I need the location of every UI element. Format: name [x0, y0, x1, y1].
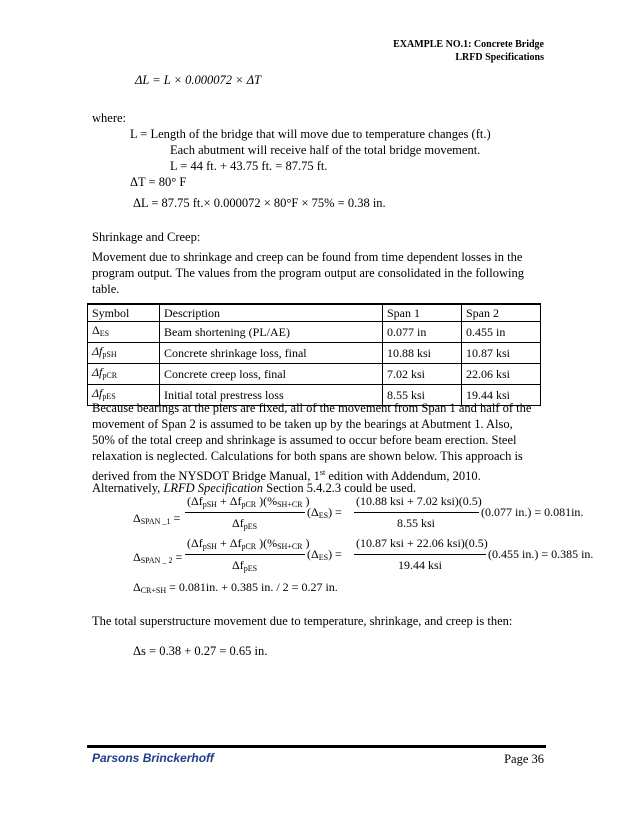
fraction-bar [185, 554, 305, 555]
symbol-cell [88, 364, 160, 385]
header-symbol: Symbol [88, 304, 160, 322]
description-cell: Initial total prestress loss [160, 385, 383, 406]
den-part: Δf [232, 558, 244, 572]
num-part: ) [302, 536, 310, 550]
para2-line2: movement of Span 2 is assumed to be taken up by the bearings at Abutment 1. Also, [92, 417, 513, 431]
para2-line5-rest: edition with Addendum, 2010. [325, 469, 481, 483]
lhs-symbol: Δ [133, 550, 141, 564]
page-number: Page 36 [504, 752, 544, 766]
span2-cell: 0.455 in [462, 322, 541, 343]
fraction-bar [354, 554, 486, 555]
num-part: + Δf [216, 536, 242, 550]
span1-cell: 8.55 ksi [383, 385, 462, 406]
mid-part: (Δ [307, 505, 319, 519]
mid-sub: ES [318, 553, 329, 562]
span2-result: (0.455 in.) = 0.385 in. [488, 547, 594, 561]
num-sub: pCR [241, 500, 257, 509]
para2-line6-rest: Section 5.4.2.3 could be used. [263, 481, 417, 495]
mid-sub: ES [318, 511, 329, 520]
num-part: )(% [256, 536, 278, 550]
delta-t-value: ΔT = 80° F [130, 175, 187, 189]
span2-cell: 22.06 ksi [462, 364, 541, 385]
den-sub: pES [243, 522, 258, 531]
span1-cell: 10.88 ksi [383, 343, 462, 364]
company-name: Parsons Brinckerhoff [92, 751, 214, 765]
num-sub: pSH [202, 500, 217, 509]
fraction-bar [185, 512, 305, 513]
span2-den2: 19.44 ksi [398, 558, 443, 572]
where-label: where: [92, 111, 127, 125]
para3: The total superstructure movement due to temperature, shrinkage, and creep is then: [92, 614, 513, 628]
lhs-sub: SPAN _1 [140, 517, 171, 526]
span1-num1 [187, 494, 310, 509]
loss-table [87, 303, 541, 406]
span2-cell: 19.44 ksi [462, 385, 541, 406]
description-cell: Concrete shrinkage loss, final [160, 343, 383, 364]
span1-den2: 8.55 ksi [397, 516, 436, 530]
table-row [88, 322, 541, 343]
span1-num2: (10.88 ksi + 7.02 ksi)(0.5) [356, 494, 482, 508]
num-sub: pSH [202, 542, 217, 551]
span2-num2: (10.87 ksi + 22.06 ksi)(0.5) [356, 536, 488, 550]
lhs-sub: SPAN _ 2 [140, 556, 173, 565]
header-subtitle: LRFD Specifications [455, 52, 544, 63]
para2-line5-text: derived from the NYSDOT Bridge Manual, 1 [92, 469, 320, 483]
symbol-sub: ES [99, 329, 110, 338]
para2-line4: relaxation is neglected. Calculations for both spans are shown below. This approach is [92, 449, 523, 463]
equals-sign: = [175, 550, 183, 564]
den-part: Δf [232, 516, 244, 530]
para2-line3: 50% of the total creep and shrinkage is assumed to occur before beam erection. Steel [92, 433, 517, 447]
span1-lhs [133, 511, 180, 526]
span2-mid [307, 547, 342, 562]
span1-cell: 7.02 ksi [383, 364, 462, 385]
span2-cell: 10.87 ksi [462, 343, 541, 364]
abutment-note: Each abutment will receive half of the total bridge movement. [170, 143, 481, 157]
num-part: (Δf [187, 494, 203, 508]
num-part: ) [302, 494, 310, 508]
span2-lhs [133, 550, 182, 565]
shrinkage-heading: Shrinkage and Creep: [92, 230, 201, 244]
num-part: )(% [256, 494, 278, 508]
para1-line3: table. [92, 282, 120, 296]
table-row [88, 364, 541, 385]
lhs-symbol: Δ [133, 580, 141, 594]
symbol-main: Δf [92, 386, 103, 400]
para2-line6-text: Alternatively, [92, 481, 164, 495]
lhs-symbol: Δ [133, 511, 141, 525]
ordinal-suffix: st [319, 468, 326, 477]
creep-shrinkage-total [133, 580, 338, 595]
para1-line2: program output. The values from the program output are consolidated in the following [92, 266, 524, 280]
num-sub: SH+CR [277, 500, 303, 509]
mid-part: (Δ [307, 547, 319, 561]
thermal-equation: ΔL = L × 0.000072 × ΔT [135, 73, 262, 87]
symbol-main: Δ [92, 323, 100, 337]
symbol-sub: pSH [102, 350, 117, 359]
den-sub: pES [243, 564, 258, 573]
span1-result: (0.077 in.) = 0.081in. [481, 505, 584, 519]
description-cell: Beam shortening (PL/AE) [160, 322, 383, 343]
length-value: L = 44 ft. + 43.75 ft. = 87.75 ft. [170, 159, 328, 173]
equals-sign: = [173, 511, 181, 525]
symbol-main: Δf [92, 365, 103, 379]
mid-part: ) = [328, 547, 342, 561]
para1-line1: Movement due to shrinkage and creep can be found from time dependent losses in the [92, 250, 523, 264]
num-part: (Δf [187, 536, 203, 550]
table-row [88, 343, 541, 364]
num-sub: pCR [241, 542, 257, 551]
span1-mid [307, 505, 342, 520]
rhs-expression: = 0.081in. + 0.385 in. / 2 = 0.27 in. [166, 580, 338, 594]
header-span2: Span 2 [462, 304, 541, 322]
num-part: + Δf [216, 494, 242, 508]
length-definition: L = Length of the bridge that will move due to temperature changes (ft.) [130, 127, 491, 141]
fraction-bar [354, 512, 479, 513]
span1-cell: 0.077 in [383, 322, 462, 343]
header-description: Description [160, 304, 383, 322]
symbol-sub: pES [102, 392, 116, 401]
header-title: EXAMPLE NO.1: Concrete Bridge [393, 39, 544, 50]
thermal-result-equation: ΔL = 87.75 ft.× 0.000072 × 80°F × 75% = 0.38 in. [133, 196, 386, 210]
spec-reference: LRFD Specification [163, 481, 264, 495]
para2-line1: Because bearings at the piers are fixed, all of the movement from Span 1 and half of the [92, 401, 532, 415]
footer-rule [87, 745, 546, 748]
total-movement-equation: Δs = 0.38 + 0.27 = 0.65 in. [133, 644, 268, 658]
symbol-main: Δf [92, 344, 103, 358]
mid-part: ) = [328, 505, 342, 519]
span2-num1 [187, 536, 310, 551]
lhs-sub: CR+SH [140, 586, 167, 595]
description-cell: Concrete creep loss, final [160, 364, 383, 385]
symbol-cell [88, 343, 160, 364]
num-sub: SH+CR [277, 542, 303, 551]
symbol-sub: pCR [102, 371, 118, 380]
span2-den1 [232, 558, 257, 573]
table-header-row [88, 304, 541, 322]
span1-den1 [232, 516, 257, 531]
symbol-cell [88, 322, 160, 343]
header-span1: Span 1 [383, 304, 462, 322]
